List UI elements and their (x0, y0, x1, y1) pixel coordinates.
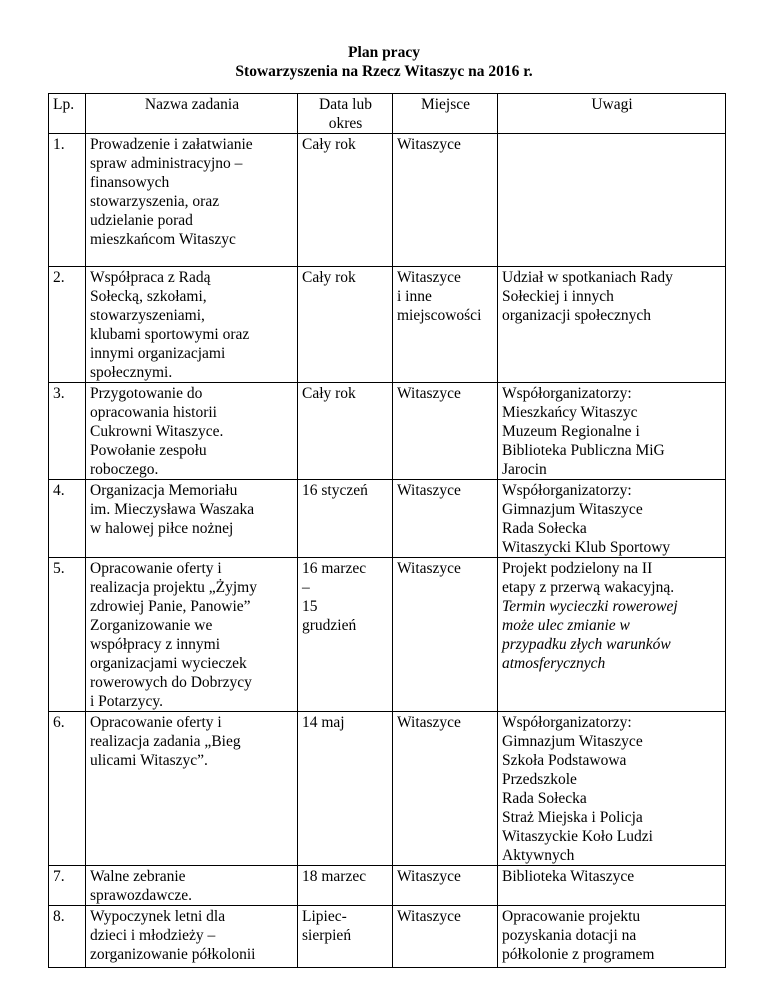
cell-uwagi-line: Jarocin (502, 461, 547, 478)
header-data: Data lub okres (298, 94, 393, 134)
header-nazwa: Nazwa zadania (86, 94, 298, 134)
cell-nazwa-line: Powołanie zespołu (90, 442, 207, 459)
cell-lp (49, 383, 86, 480)
cell-data-line: 18 marzec (302, 868, 367, 885)
cell-uwagi-line: Opracowanie projektu (502, 908, 641, 925)
cell-data-line: 14 maj (302, 714, 345, 731)
cell-data-line: 16 marzec (302, 560, 367, 577)
table-row (49, 712, 726, 866)
cell-uwagi (498, 383, 726, 480)
table-row (49, 480, 726, 558)
cell-uwagi-line: Aktywnych (502, 847, 575, 864)
cell-data (298, 558, 393, 712)
cell-miejsce-line: Witaszyce (397, 136, 461, 153)
cell-nazwa-line: rowerowych do Dobrzycy (90, 674, 252, 691)
cell-nazwa-line: społecznymi. (90, 364, 173, 381)
cell-uwagi (498, 906, 726, 968)
cell-nazwa-line: Opracowanie oferty i (90, 560, 222, 577)
cell-uwagi-line: Udział w spotkaniach Rady (502, 269, 673, 286)
cell-nazwa (86, 558, 298, 712)
cell-nazwa-line: Współpraca z Radą (90, 269, 211, 286)
header-miejsce: Miejsce (393, 94, 498, 134)
cell-lp-line: 8. (53, 908, 65, 925)
cell-nazwa-line: sprawozdawcze. (90, 887, 192, 904)
cell-lp (49, 866, 86, 906)
cell-miejsce (393, 480, 498, 558)
cell-uwagi-line: Muzeum Regionalne i (502, 423, 640, 440)
cell-miejsce (393, 558, 498, 712)
cell-nazwa (86, 906, 298, 968)
cell-data-line: grudzień (302, 617, 357, 634)
cell-miejsce-line: Witaszyce (397, 269, 461, 286)
cell-nazwa-line: realizacja projektu „Żyjmy (90, 579, 257, 596)
cell-nazwa-line: Prowadzenie i załatwianie (90, 136, 253, 153)
cell-uwagi-line: Sołeckiej i innych (502, 288, 614, 305)
cell-uwagi-line: Biblioteka Publiczna MiG (502, 442, 665, 459)
cell-nazwa-line: udzielanie porad (90, 212, 193, 229)
cell-miejsce (393, 906, 498, 968)
cell-uwagi-line: Straż Miejska i Policja (502, 809, 643, 826)
cell-lp (49, 267, 86, 383)
cell-uwagi (498, 712, 726, 866)
cell-data (298, 134, 393, 267)
cell-nazwa-line: organizacjami wycieczek (90, 655, 247, 672)
cell-lp (49, 906, 86, 968)
cell-lp-line: 2. (53, 269, 65, 286)
table-header-row (49, 94, 726, 134)
cell-nazwa-line: im. Mieczysława Waszaka (90, 501, 255, 518)
cell-miejsce (393, 866, 498, 906)
cell-nazwa-line: dzieci i młodzieży – (90, 927, 216, 944)
cell-uwagi-line: etapy z przerwą wakacyjną. (502, 579, 675, 596)
cell-uwagi-line: Gimnazjum Witaszyce (502, 733, 643, 750)
cell-nazwa-line: mieszkańcom Witaszyc (90, 231, 236, 248)
cell-data-line: 15 (302, 598, 318, 615)
cell-data-line: sierpień (302, 927, 352, 944)
cell-uwagi-line: Witaszyckie Koło Ludzi (502, 828, 653, 845)
cell-uwagi-note-line: atmosferycznych (502, 655, 606, 672)
cell-miejsce (393, 712, 498, 866)
cell-uwagi-line: Witaszycki Klub Sportowy (502, 539, 671, 556)
cell-lp-line: 3. (53, 385, 65, 402)
cell-uwagi-note-line: Termin wycieczki rowerowej (502, 598, 678, 615)
work-plan-table (48, 93, 726, 968)
cell-nazwa (86, 480, 298, 558)
cell-nazwa-line: Wypoczynek letni dla (90, 908, 226, 925)
cell-nazwa-line: Opracowanie oferty i (90, 714, 222, 731)
table-row (49, 267, 726, 383)
cell-data (298, 480, 393, 558)
cell-uwagi-line: Rada Sołecka (502, 520, 587, 537)
cell-nazwa-line: współpracy z innymi (90, 636, 221, 653)
cell-data-line: Cały rok (302, 385, 356, 402)
cell-lp-line: 1. (53, 136, 65, 153)
cell-data (298, 712, 393, 866)
cell-miejsce-line: Witaszyce (397, 908, 461, 925)
cell-nazwa-line: finansowych (90, 174, 170, 191)
cell-uwagi-line: Współorganizatorzy: (502, 482, 632, 499)
cell-uwagi (498, 480, 726, 558)
cell-data-line: 16 styczeń (302, 482, 368, 499)
cell-data (298, 267, 393, 383)
cell-lp-line: 4. (53, 482, 65, 499)
table-row (49, 134, 726, 267)
cell-nazwa-line: zdrowiej Panie, Panowie” (90, 598, 251, 615)
cell-data-line: – (302, 579, 310, 596)
cell-nazwa (86, 712, 298, 866)
cell-uwagi (498, 134, 726, 267)
table-row (49, 906, 726, 968)
cell-nazwa-line: ulicami Witaszyc”. (90, 752, 208, 769)
cell-uwagi-line: Projekt podzielony na II (502, 560, 653, 577)
cell-uwagi-line: półkolonie z programem (502, 946, 655, 963)
cell-lp-line: 5. (53, 560, 65, 577)
cell-nazwa-line: realizacja zadania „Bieg (90, 733, 241, 750)
cell-nazwa (86, 383, 298, 480)
header-uwagi: Uwagi (498, 94, 726, 134)
cell-miejsce-line: Witaszyce (397, 560, 461, 577)
cell-uwagi (498, 267, 726, 383)
cell-nazwa-line: stowarzyszenia, oraz (90, 193, 220, 210)
cell-nazwa (86, 866, 298, 906)
cell-nazwa-line: spraw administracyjno – (90, 155, 243, 172)
cell-nazwa-line: Przygotowanie do (90, 385, 203, 402)
cell-uwagi-line: pozyskania dotacji na (502, 927, 637, 944)
cell-nazwa-line: Cukrowni Witaszyce. (90, 423, 224, 440)
cell-nazwa-line: i Potarzycy. (90, 693, 164, 710)
cell-miejsce-line: miejscowości (397, 307, 482, 324)
cell-nazwa-line: Organizacja Memoriału (90, 482, 238, 499)
cell-uwagi-line: organizacji społecznych (502, 307, 652, 324)
cell-uwagi-line: Współorganizatorzy: (502, 714, 632, 731)
cell-nazwa (86, 267, 298, 383)
cell-nazwa-line: roboczego. (90, 461, 159, 478)
cell-nazwa-line: Zorganizowanie we (90, 617, 213, 634)
cell-uwagi-line: Gimnazjum Witaszyce (502, 501, 643, 518)
cell-nazwa (86, 134, 298, 267)
cell-lp-line: 6. (53, 714, 65, 731)
cell-lp (49, 134, 86, 267)
cell-data-line: Cały rok (302, 136, 356, 153)
cell-nazwa-line: innymi organizacjami (90, 345, 226, 362)
cell-miejsce (393, 383, 498, 480)
cell-data (298, 866, 393, 906)
header-lp: Lp. (49, 94, 86, 134)
cell-miejsce-line: i inne (397, 288, 432, 305)
cell-nazwa-line: stowarzyszeniami, (90, 307, 205, 324)
cell-nazwa-line: klubami sportowymi oraz (90, 326, 250, 343)
cell-uwagi-note-line: przypadku złych warunków (502, 636, 671, 653)
table-row (49, 383, 726, 480)
cell-miejsce-line: Witaszyce (397, 868, 461, 885)
cell-miejsce (393, 134, 498, 267)
cell-uwagi-line: Mieszkańcy Witaszyc (502, 404, 638, 421)
cell-uwagi-line: Biblioteka Witaszyce (502, 868, 635, 885)
document-title: Plan pracy (348, 44, 420, 61)
cell-nazwa-line: opracowania historii (90, 404, 217, 421)
cell-data-line: Cały rok (302, 269, 356, 286)
cell-data-line: Lipiec- (302, 908, 347, 925)
document-subtitle: Stowarzyszenia na Rzecz Witaszyc na 2016 r. (235, 63, 533, 80)
cell-nazwa-line: Walne zebranie (90, 868, 186, 885)
table-row (49, 866, 726, 906)
cell-lp (49, 712, 86, 866)
table-row (49, 558, 726, 712)
cell-miejsce-line: Witaszyce (397, 482, 461, 499)
cell-nazwa-line: w halowej piłce nożnej (90, 520, 234, 537)
cell-uwagi (498, 558, 726, 712)
cell-miejsce (393, 267, 498, 383)
cell-data (298, 383, 393, 480)
cell-lp (49, 480, 86, 558)
cell-uwagi (498, 866, 726, 906)
cell-uwagi-line: Rada Sołecka (502, 790, 587, 807)
cell-data (298, 906, 393, 968)
cell-lp (49, 558, 86, 712)
cell-lp-line: 7. (53, 868, 65, 885)
cell-uwagi-note-line: może ulec zmianie w (502, 617, 630, 634)
cell-uwagi-line: Współorganizatorzy: (502, 385, 632, 402)
cell-miejsce-line: Witaszyce (397, 714, 461, 731)
cell-miejsce-line: Witaszyce (397, 385, 461, 402)
cell-uwagi-line: Szkoła Podstawowa (502, 752, 627, 769)
cell-nazwa-line: zorganizowanie półkolonii (90, 946, 256, 963)
cell-nazwa-line: Sołecką, szkołami, (90, 288, 207, 305)
cell-uwagi-line: Przedszkole (502, 771, 577, 788)
